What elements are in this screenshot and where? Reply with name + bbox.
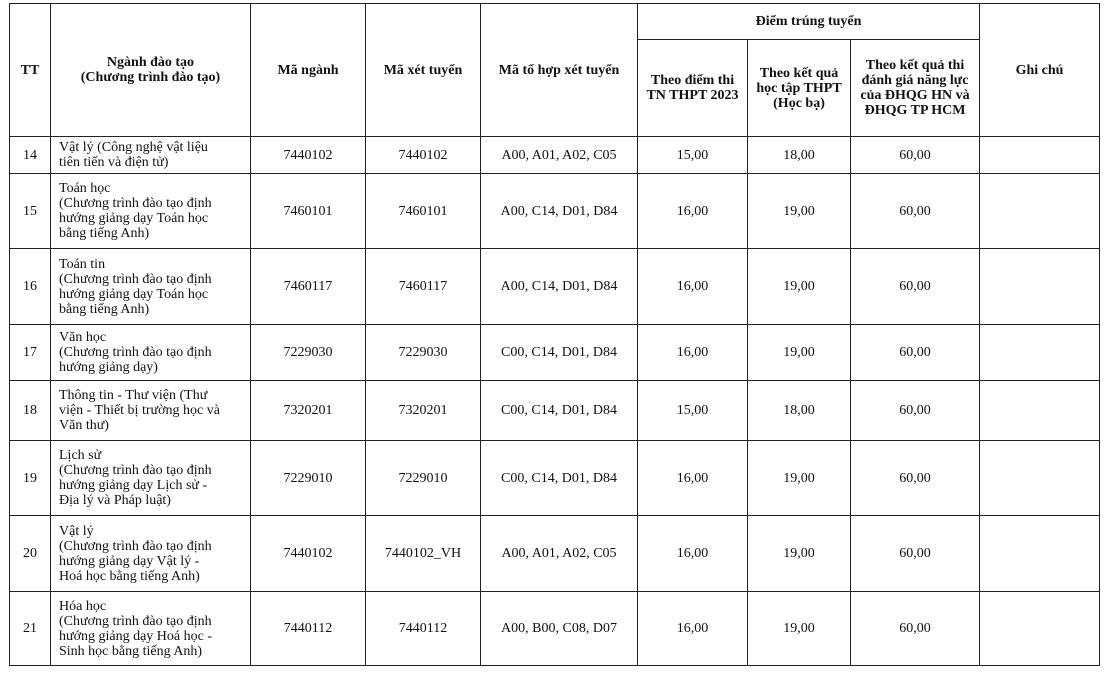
major-name-line: (Chương trình đào tạo định <box>59 538 212 554</box>
header-combination-code: Mã tổ hợp xét tuyển <box>481 4 638 137</box>
major-name-line: bằng tiếng Anh) <box>59 226 150 241</box>
row-note <box>980 137 1100 174</box>
table-row <box>10 441 1100 516</box>
row-score-exam: 16,00 <box>638 441 748 516</box>
row-score-capacity: 60,00 <box>851 325 980 381</box>
row-score-exam: 16,00 <box>638 174 748 249</box>
major-name-line: hướng giảng dạy Toán học <box>59 211 209 226</box>
row-score-capacity: 60,00 <box>851 174 980 249</box>
row-combination: A00, C14, D01, D84 <box>481 249 638 325</box>
row-score-transcript: 18,00 <box>748 381 851 441</box>
row-note <box>980 441 1100 516</box>
row-score-exam: 16,00 <box>638 325 748 381</box>
row-score-transcript: 19,00 <box>748 592 851 666</box>
row-admission-code: 7440112 <box>366 592 481 666</box>
header-tt: TT <box>10 4 51 137</box>
row-score-transcript: 19,00 <box>748 516 851 592</box>
major-name-line: Toán học <box>59 181 111 196</box>
row-combination: A00, C14, D01, D84 <box>481 174 638 249</box>
row-tt: 18 <box>10 381 51 441</box>
major-name-line: (Chương trình đào tạo định <box>59 345 212 360</box>
major-name-line: Văn học <box>59 330 107 345</box>
row-major-name <box>51 174 251 249</box>
header-score-capacity: Theo kết quả thi đánh giá năng lực của ĐHQG HN và ĐHQG TP HCM <box>851 40 980 137</box>
major-name-line: (Chương trình đào tạo định <box>59 271 212 287</box>
table-row <box>10 249 1100 325</box>
row-score-capacity: 60,00 <box>851 381 980 441</box>
row-admission-code: 7229010 <box>366 441 481 516</box>
row-major-name <box>51 137 251 174</box>
row-major-code: 7440112 <box>251 592 366 666</box>
major-name-line: hướng giảng dạy) <box>59 360 158 375</box>
row-combination: C00, C14, D01, D84 <box>481 325 638 381</box>
major-name-line: viện - Thiết bị trường học và <box>59 403 220 418</box>
header-major-line1: Ngành đào tạo <box>106 55 195 70</box>
row-combination: A00, A01, A02, C05 <box>481 516 638 592</box>
row-major-name <box>51 441 251 516</box>
row-admission-code: 7320201 <box>366 381 481 441</box>
row-admission-code: 7229030 <box>366 325 481 381</box>
header-note: Ghi chú <box>980 4 1100 137</box>
row-note <box>980 174 1100 249</box>
table-row <box>10 592 1100 666</box>
row-score-exam: 15,00 <box>638 381 748 441</box>
row-tt: 19 <box>10 441 51 516</box>
table-row <box>10 174 1100 249</box>
row-score-transcript: 19,00 <box>748 441 851 516</box>
row-note <box>980 592 1100 666</box>
row-combination: C00, C14, D01, D84 <box>481 441 638 516</box>
row-major-code: 7460117 <box>251 249 366 325</box>
row-note <box>980 249 1100 325</box>
row-note <box>980 516 1100 592</box>
major-name-line: Văn thư) <box>59 418 109 433</box>
major-name-line: Vật lý (Công nghệ vật liệu <box>59 140 208 155</box>
major-name-line: tiên tiến và điện tử) <box>59 155 169 170</box>
row-combination: C00, C14, D01, D84 <box>481 381 638 441</box>
major-name-line: hướng giảng dạy Toán học <box>59 286 209 302</box>
header-score-exam: Theo điểm thi TN THPT 2023 <box>638 40 748 137</box>
row-major-code: 7320201 <box>251 381 366 441</box>
row-tt: 14 <box>10 137 51 174</box>
row-score-capacity: 60,00 <box>851 516 980 592</box>
major-name-line: Hoá học bằng tiếng Anh) <box>59 568 200 584</box>
major-name-line: Hóa học <box>59 598 107 614</box>
major-name-line: Vật lý <box>59 523 94 539</box>
row-major-name <box>51 516 251 592</box>
row-score-capacity: 60,00 <box>851 441 980 516</box>
major-name-line: Lịch sử <box>59 448 102 463</box>
row-admission-code: 7460101 <box>366 174 481 249</box>
row-note <box>980 325 1100 381</box>
row-score-capacity: 60,00 <box>851 592 980 666</box>
admission-scores-table <box>9 3 1100 666</box>
table-row <box>10 381 1100 441</box>
header-admission-code: Mã xét tuyển <box>366 4 481 137</box>
major-name-line: Toán tin <box>59 256 106 272</box>
row-score-transcript: 19,00 <box>748 325 851 381</box>
row-admission-code: 7460117 <box>366 249 481 325</box>
major-name-line: bằng tiếng Anh) <box>59 301 150 317</box>
major-name-line: Thông tin - Thư viện (Thư <box>59 388 208 403</box>
row-score-transcript: 19,00 <box>748 249 851 325</box>
row-score-exam: 16,00 <box>638 592 748 666</box>
row-tt: 17 <box>10 325 51 381</box>
row-score-capacity: 60,00 <box>851 137 980 174</box>
row-major-code: 7229010 <box>251 441 366 516</box>
header-major-line2: (Chương trình đào tạo) <box>80 70 221 85</box>
row-tt: 21 <box>10 592 51 666</box>
row-admission-code: 7440102_VH <box>366 516 481 592</box>
row-tt: 16 <box>10 249 51 325</box>
table-row <box>10 516 1100 592</box>
row-major-name <box>51 249 251 325</box>
row-score-capacity: 60,00 <box>851 249 980 325</box>
header-score-transcript: Theo kết quả học tập THPT (Học bạ) <box>748 40 851 137</box>
row-score-transcript: 19,00 <box>748 174 851 249</box>
row-admission-code: 7440102 <box>366 137 481 174</box>
header-major-code: Mã ngành <box>251 4 366 137</box>
row-score-exam: 16,00 <box>638 516 748 592</box>
major-name-line: (Chương trình đào tạo định <box>59 613 212 629</box>
major-name-line: hướng giảng dạy Lịch sử - <box>59 478 208 493</box>
major-name-line: Sinh học bằng tiếng Anh) <box>59 643 203 659</box>
major-name-line: (Chương trình đào tạo định <box>59 196 212 211</box>
major-name-line: Địa lý và Pháp luật) <box>59 493 171 508</box>
row-major-code: 7440102 <box>251 137 366 174</box>
header-major <box>51 4 251 137</box>
row-major-name <box>51 381 251 441</box>
row-combination: A00, A01, A02, C05 <box>481 137 638 174</box>
row-major-code: 7440102 <box>251 516 366 592</box>
row-tt: 20 <box>10 516 51 592</box>
table-row <box>10 137 1100 174</box>
row-major-name <box>51 592 251 666</box>
table-row <box>10 325 1100 381</box>
major-name-line: hướng giảng dạy Hoá học - <box>59 628 213 644</box>
major-name-line: (Chương trình đào tạo định <box>59 463 212 478</box>
row-tt: 15 <box>10 174 51 249</box>
row-note <box>980 381 1100 441</box>
header-score-group: Điểm trúng tuyển <box>638 4 980 40</box>
row-score-transcript: 18,00 <box>748 137 851 174</box>
row-major-code: 7229030 <box>251 325 366 381</box>
major-name-line: hướng giảng dạy Vật lý - <box>59 553 200 569</box>
row-score-exam: 16,00 <box>638 249 748 325</box>
row-combination: A00, B00, C08, D07 <box>481 592 638 666</box>
row-major-name <box>51 325 251 381</box>
row-score-exam: 15,00 <box>638 137 748 174</box>
table-body <box>10 137 1100 666</box>
row-major-code: 7460101 <box>251 174 366 249</box>
